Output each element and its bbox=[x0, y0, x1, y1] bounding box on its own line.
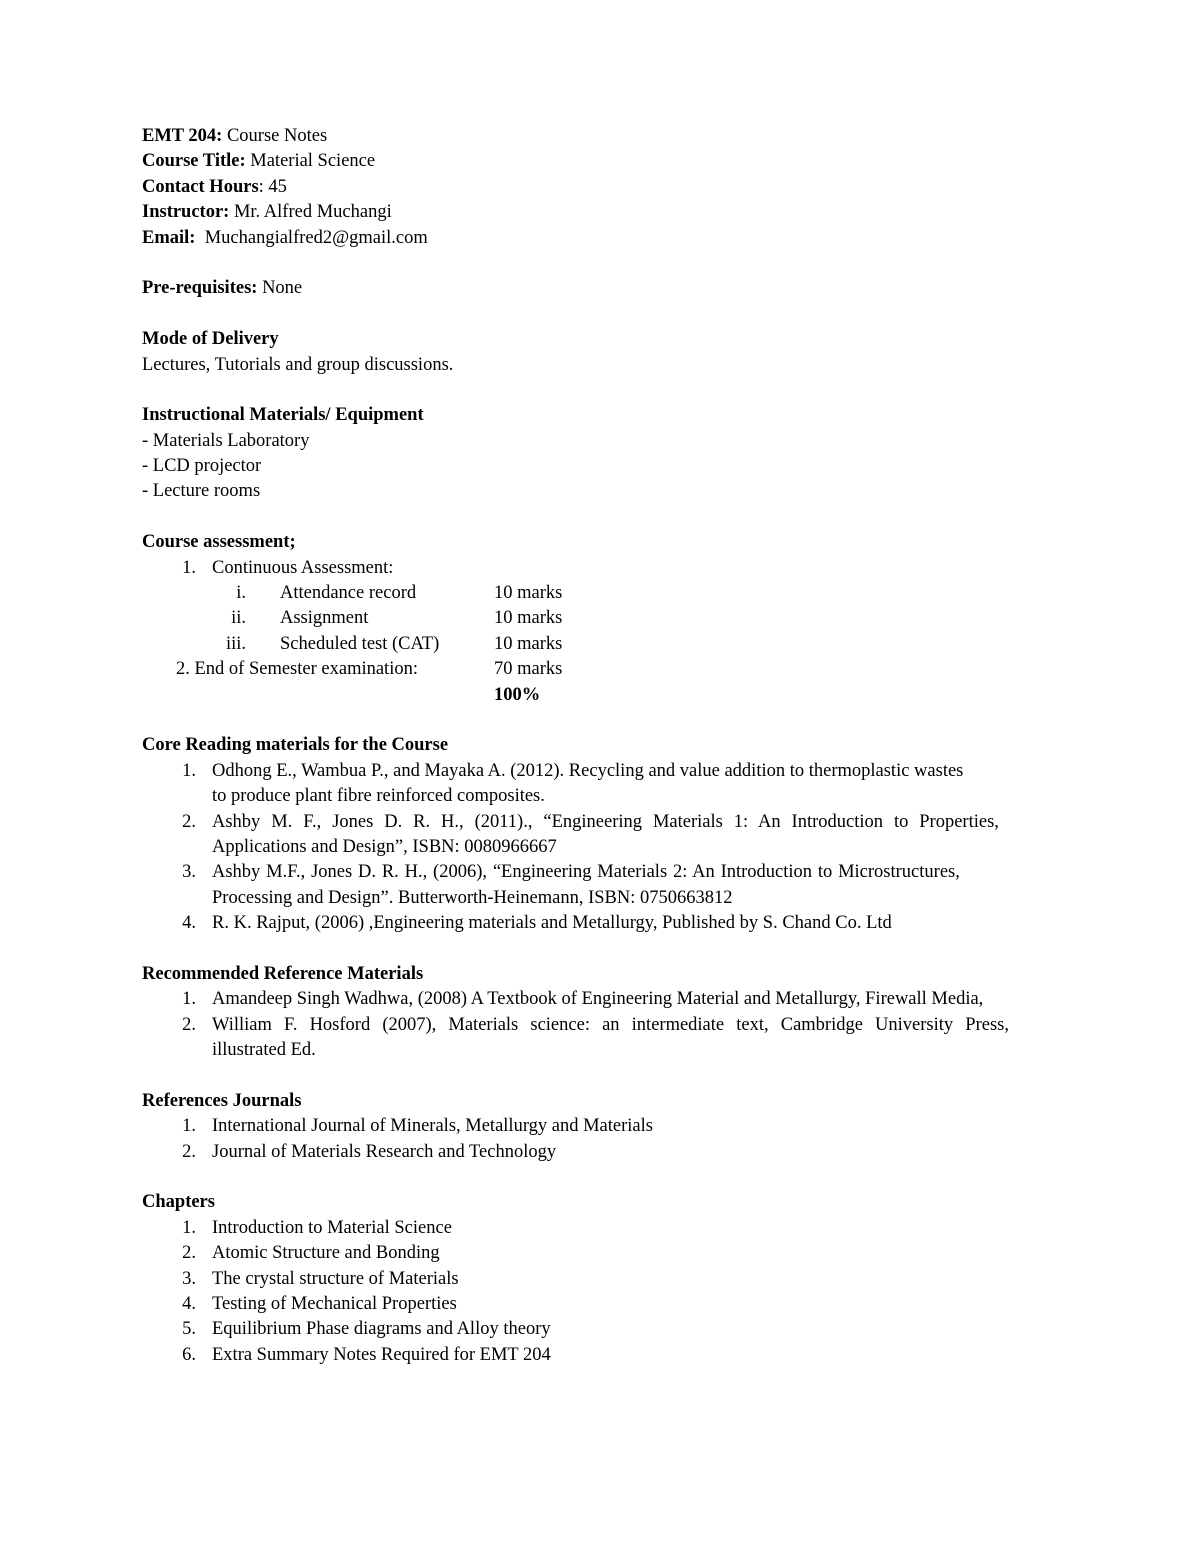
journal-title: International Journal of Minerals, Metallurgy and Materials bbox=[212, 1116, 653, 1137]
materials-item: - LCD projector bbox=[142, 456, 262, 477]
contact-hours-value: : 45 bbox=[258, 176, 287, 197]
chapter-item bbox=[142, 1216, 1102, 1241]
reference-line: Amandeep Singh Wadhwa, (2008) A Textbook of Engineering Material and Metallurgy, Firewall Media, bbox=[212, 989, 984, 1010]
reference-line: William F. Hosford (2007), Materials science: an intermediate text, Cambridge University Press, bbox=[212, 1014, 1009, 1035]
chapter-title: Testing of Mechanical Properties bbox=[212, 1293, 457, 1314]
core-reading-item bbox=[142, 810, 1102, 861]
core-reading-item bbox=[142, 759, 1102, 810]
instructor-value: Mr. Alfred Muchangi bbox=[233, 202, 392, 223]
materials-heading: Instructional Materials/ Equipment bbox=[142, 405, 424, 426]
chapter-item bbox=[142, 1241, 1102, 1266]
recommended-item bbox=[142, 987, 1102, 1012]
list-number: 1. bbox=[182, 557, 196, 578]
journal-title: Journal of Materials Research and Technology bbox=[212, 1141, 557, 1162]
sub-item-label: Attendance record bbox=[280, 583, 417, 604]
assessment-total: 100% bbox=[494, 684, 541, 705]
core-reading-heading: Core Reading materials for the Course bbox=[142, 735, 449, 756]
list-number: 2. bbox=[182, 1141, 196, 1162]
assessment-total-row bbox=[142, 683, 1102, 708]
chapter-item bbox=[142, 1292, 1102, 1317]
list-number: 1. bbox=[182, 760, 196, 781]
list-number: 5. bbox=[182, 1319, 196, 1340]
list-number: 2. bbox=[182, 811, 196, 832]
course-code-value: Course Notes bbox=[226, 126, 328, 146]
contact-hours-label: Contact Hours bbox=[142, 176, 259, 197]
list-number: 3. bbox=[182, 1268, 196, 1289]
contact-hours-line bbox=[142, 175, 1102, 200]
delivery-text: Lectures, Tutorials and group discussions. bbox=[142, 354, 454, 375]
reference-line: Ashby M.F., Jones D. R. H., (2006), “Engineering Materials 2: An Introduction to Microstructures, bbox=[212, 862, 960, 883]
list-number: 2. bbox=[182, 1014, 196, 1035]
sub-item-label: Assignment bbox=[280, 608, 369, 629]
list-number: 3. bbox=[182, 862, 196, 883]
materials-item: - Materials Laboratory bbox=[142, 430, 310, 451]
email-line bbox=[142, 226, 1102, 251]
course-title-line bbox=[142, 149, 1102, 174]
list-number: 4. bbox=[182, 1293, 196, 1314]
reference-line: Ashby M. F., Jones D. R. H., (2011)., “Engineering Materials 1: An Introduction to Properties, bbox=[212, 811, 999, 832]
exam-marks: 70 marks bbox=[494, 659, 563, 680]
journal-item bbox=[142, 1114, 1102, 1139]
assessment-sub-item bbox=[142, 581, 1102, 606]
assessment-sub-item bbox=[142, 632, 1102, 657]
chapter-item bbox=[142, 1267, 1102, 1292]
reference-line: illustrated Ed. bbox=[212, 1040, 316, 1061]
core-reading-item bbox=[142, 911, 1102, 936]
chapter-item bbox=[142, 1317, 1102, 1342]
list-number: 4. bbox=[182, 913, 196, 934]
reference-line: Odhong E., Wambua P., and Mayaka A. (2012). Recycling and value addition to thermoplastic wastes bbox=[212, 760, 964, 781]
instructor-label: Instructor: bbox=[142, 202, 230, 223]
prerequisites-line bbox=[142, 276, 1102, 301]
sub-item-marks: 10 marks bbox=[494, 633, 563, 654]
course-title-label: Course Title: bbox=[142, 151, 246, 172]
list-number: 1. bbox=[182, 1217, 196, 1238]
reference-line: Applications and Design”, ISBN: 0080966667 bbox=[212, 836, 557, 857]
course-title-value: Material Science bbox=[250, 151, 376, 172]
prerequisites-value: None bbox=[262, 278, 303, 299]
list-number: 6. bbox=[182, 1344, 196, 1365]
sub-item-marks: 10 marks bbox=[494, 608, 563, 629]
course-code-line bbox=[142, 124, 1102, 149]
chapter-item bbox=[142, 1343, 1102, 1368]
chapter-title: Atomic Structure and Bonding bbox=[212, 1243, 440, 1264]
journal-item bbox=[142, 1140, 1102, 1165]
course-code-label: EMT 204: bbox=[142, 126, 223, 146]
chapter-title: Extra Summary Notes Required for EMT 204 bbox=[212, 1344, 551, 1365]
assessment-sub-item bbox=[142, 606, 1102, 631]
email-label: Email: bbox=[142, 227, 196, 248]
sub-item-marks: 10 marks bbox=[494, 583, 563, 604]
exam-label: 2. End of Semester examination: bbox=[176, 659, 418, 680]
chapters-heading: Chapters bbox=[142, 1192, 215, 1213]
assessment-continuous-label: Continuous Assessment: bbox=[212, 557, 394, 578]
sub-item-label: Scheduled test (CAT) bbox=[280, 633, 440, 654]
list-number: 2. bbox=[182, 1243, 196, 1264]
reference-line: Processing and Design”. Butterworth-Heinemann, ISBN: 0750663812 bbox=[212, 887, 733, 908]
sub-item-number: iii. bbox=[225, 633, 246, 654]
reference-line: R. K. Rajput, (2006) ,Engineering materials and Metallurgy, Published by S. Chand Co. Ltd bbox=[212, 913, 892, 934]
recommended-heading: Recommended Reference Materials bbox=[142, 963, 424, 984]
delivery-heading: Mode of Delivery bbox=[142, 329, 279, 350]
recommended-item bbox=[142, 1013, 1102, 1064]
document-page bbox=[142, 124, 1102, 1368]
instructor-line bbox=[142, 200, 1102, 225]
list-number: 1. bbox=[182, 1116, 196, 1137]
assessment-exam-row bbox=[142, 657, 1102, 682]
assessment-continuous bbox=[142, 556, 1102, 581]
sub-item-number: i. bbox=[236, 583, 246, 604]
chapter-title: Introduction to Material Science bbox=[212, 1217, 452, 1238]
chapter-title: The crystal structure of Materials bbox=[212, 1268, 459, 1289]
list-number: 1. bbox=[182, 989, 196, 1010]
prerequisites-label: Pre-requisites: bbox=[142, 278, 258, 299]
assessment-heading: Course assessment; bbox=[142, 532, 296, 553]
journals-heading: References Journals bbox=[142, 1090, 302, 1111]
sub-item-number: ii. bbox=[231, 608, 246, 629]
core-reading-item bbox=[142, 860, 1102, 911]
materials-item: - Lecture rooms bbox=[142, 481, 261, 502]
reference-line: to produce plant fibre reinforced composites. bbox=[212, 786, 545, 807]
email-value: Muchangialfred2@gmail.com bbox=[204, 227, 428, 248]
chapter-title: Equilibrium Phase diagrams and Alloy theory bbox=[212, 1319, 551, 1340]
